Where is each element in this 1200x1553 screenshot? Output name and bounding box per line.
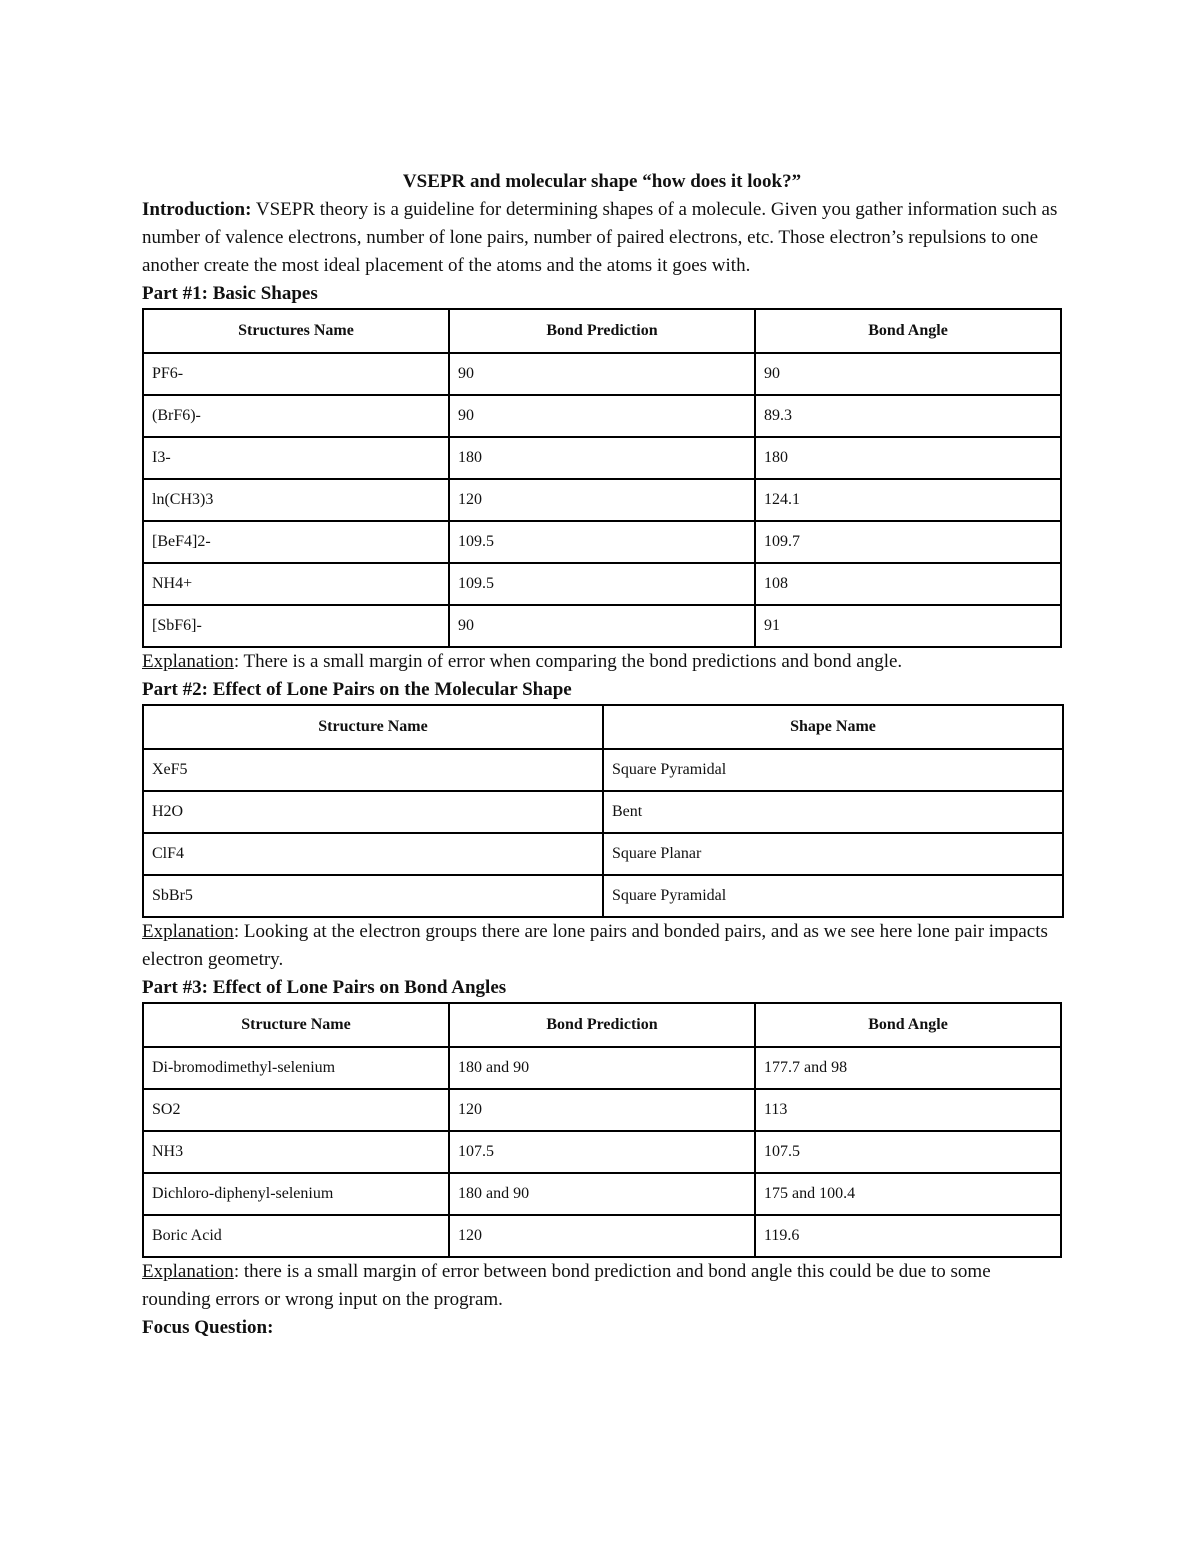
part2-explanation	[142, 918, 1062, 974]
table-cell: 177.7 and 98	[755, 1047, 1061, 1089]
table-row	[143, 437, 1061, 479]
table-row	[143, 875, 1063, 917]
table-header-cell: Structure Name	[143, 1003, 449, 1047]
introduction-label: Introduction:	[142, 199, 252, 220]
table-cell: 120	[449, 1215, 755, 1257]
table-cell: 91	[755, 605, 1061, 647]
table-row	[143, 1173, 1061, 1215]
table-header-cell: Bond Angle	[755, 1003, 1061, 1047]
table-header-row	[143, 705, 1063, 749]
document-page	[142, 168, 1062, 1342]
table-cell: Boric Acid	[143, 1215, 449, 1257]
table-cell: 175 and 100.4	[755, 1173, 1061, 1215]
part1-heading: Part #1: Basic Shapes	[142, 283, 318, 304]
table-cell: NH3	[143, 1131, 449, 1173]
table-cell: Square Pyramidal	[603, 749, 1063, 791]
table-cell: (BrF6)-	[143, 395, 449, 437]
table-row	[143, 521, 1061, 563]
table-header-row	[143, 1003, 1061, 1047]
table-row	[143, 1215, 1061, 1257]
table-cell: Square Planar	[603, 833, 1063, 875]
table-cell: ClF4	[143, 833, 603, 875]
table-cell: 120	[449, 1089, 755, 1131]
table-row	[143, 479, 1061, 521]
table-cell: 180	[449, 437, 755, 479]
table-cell: 108	[755, 563, 1061, 605]
table-cell: ln(CH3)3	[143, 479, 449, 521]
part1-explanation	[142, 648, 1062, 676]
explanation-text: : there is a small margin of error between bond prediction and bond angle this could be due to some rounding errors or wrong input on the program.	[142, 1261, 991, 1310]
table-cell: Dichloro-diphenyl-selenium	[143, 1173, 449, 1215]
table-cell: 113	[755, 1089, 1061, 1131]
table-cell: 109.7	[755, 521, 1061, 563]
table-header-cell: Bond Prediction	[449, 309, 755, 353]
table-row	[143, 1047, 1061, 1089]
table-cell: [SbF6]-	[143, 605, 449, 647]
table-cell: 180 and 90	[449, 1047, 755, 1089]
table-cell: Bent	[603, 791, 1063, 833]
table-cell: 119.6	[755, 1215, 1061, 1257]
part2-heading: Part #2: Effect of Lone Pairs on the Molecular Shape	[142, 679, 572, 700]
introduction-text: VSEPR theory is a guideline for determining shapes of a molecule. Given you gather information such as number of valence electrons, number of lone pairs, number of paired electrons, etc. Those electron’s repulsions to one another create the most ideal placement of the atoms and the atoms it goes with.	[142, 199, 1058, 276]
table-header-cell: Shape Name	[603, 705, 1063, 749]
table-cell: 180 and 90	[449, 1173, 755, 1215]
table-cell: 90	[449, 395, 755, 437]
table-cell: NH4+	[143, 563, 449, 605]
table-cell: SO2	[143, 1089, 449, 1131]
table-cell: 89.3	[755, 395, 1061, 437]
table-row	[143, 1089, 1061, 1131]
part1-table	[142, 308, 1062, 648]
table-header-cell: Structures Name	[143, 309, 449, 353]
part3-table	[142, 1002, 1062, 1258]
table-cell: PF6-	[143, 353, 449, 395]
part3-explanation	[142, 1258, 1062, 1314]
table-cell: SbBr5	[143, 875, 603, 917]
table-row	[143, 749, 1063, 791]
explanation-label: Explanation	[142, 1261, 234, 1282]
table-row	[143, 395, 1061, 437]
table-cell: H2O	[143, 791, 603, 833]
document-title: VSEPR and molecular shape “how does it look?”	[402, 171, 802, 192]
explanation-label: Explanation	[142, 651, 234, 672]
table-cell: 120	[449, 479, 755, 521]
explanation-label: Explanation	[142, 921, 234, 942]
table-header-cell: Structure Name	[143, 705, 603, 749]
table-cell: I3-	[143, 437, 449, 479]
table-cell: Di-bromodimethyl-selenium	[143, 1047, 449, 1089]
table-header-cell: Bond Angle	[755, 309, 1061, 353]
table-cell: 107.5	[755, 1131, 1061, 1173]
table-cell: 180	[755, 437, 1061, 479]
table-cell: 107.5	[449, 1131, 755, 1173]
table-header-row	[143, 309, 1061, 353]
table-row	[143, 563, 1061, 605]
table-cell: 124.1	[755, 479, 1061, 521]
table-row	[143, 353, 1061, 395]
part2-table	[142, 704, 1064, 918]
part3-heading: Part #3: Effect of Lone Pairs on Bond Angles	[142, 977, 507, 998]
table-cell: 109.5	[449, 521, 755, 563]
focus-question-heading: Focus Question:	[142, 1317, 274, 1338]
table-header-cell: Bond Prediction	[449, 1003, 755, 1047]
table-row	[143, 605, 1061, 647]
table-cell: 90	[755, 353, 1061, 395]
explanation-text: : Looking at the electron groups there are lone pairs and bonded pairs, and as we see here lone pair impacts electron geometry.	[142, 921, 1048, 970]
table-cell: 109.5	[449, 563, 755, 605]
introduction-paragraph	[142, 196, 1062, 280]
table-cell: 90	[449, 605, 755, 647]
table-row	[143, 791, 1063, 833]
table-cell: Square Pyramidal	[603, 875, 1063, 917]
table-row	[143, 833, 1063, 875]
explanation-text: : There is a small margin of error when comparing the bond predictions and bond angle.	[233, 651, 903, 672]
table-cell: XeF5	[143, 749, 603, 791]
table-cell: [BeF4]2-	[143, 521, 449, 563]
table-row	[143, 1131, 1061, 1173]
table-cell: 90	[449, 353, 755, 395]
